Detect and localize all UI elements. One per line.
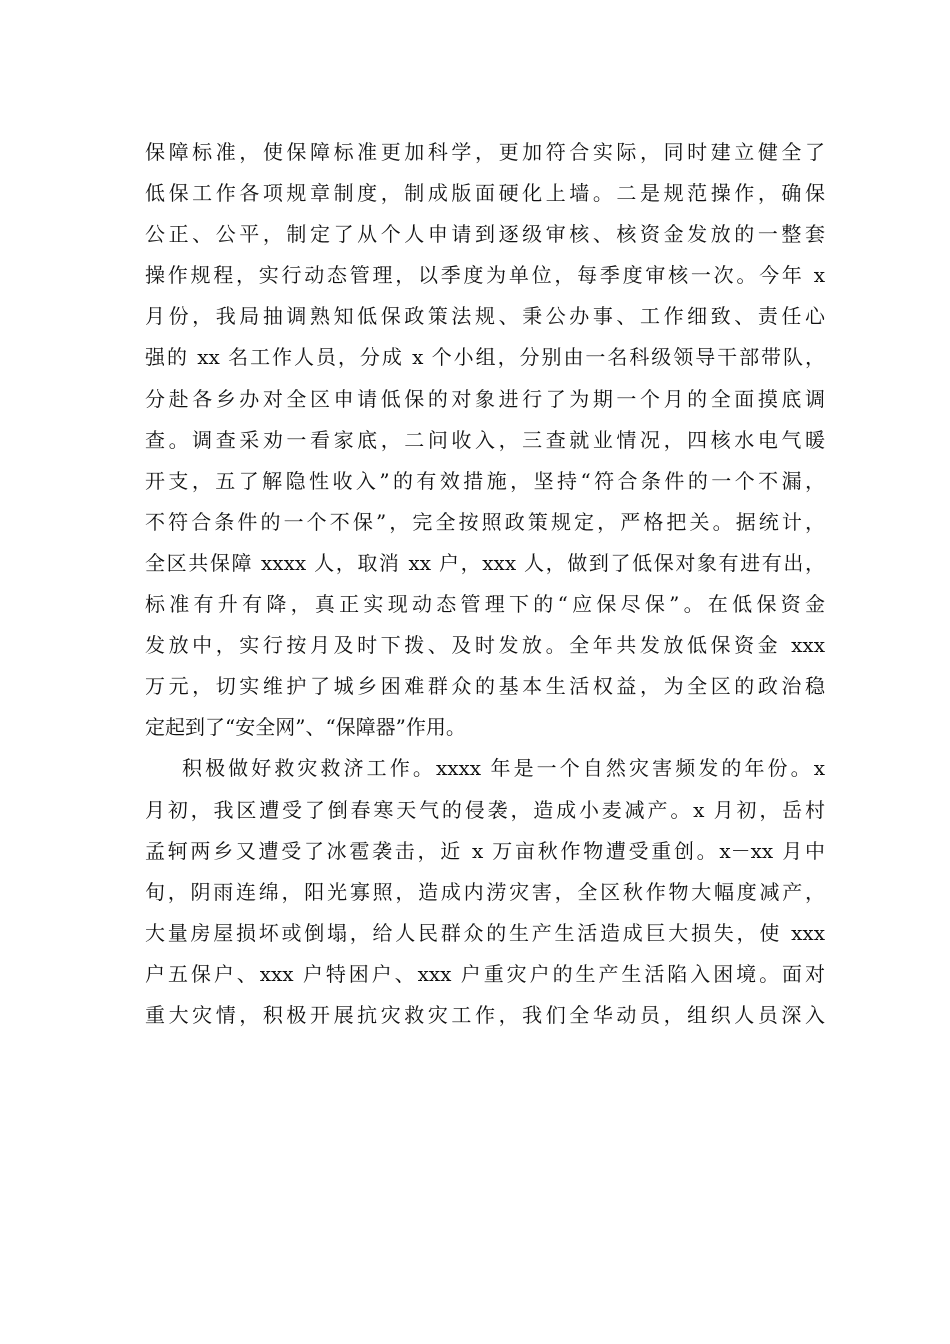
- paragraph-first-line: 积极做好救灾救济工作。xxxx 年是一个自然灾害频发的年份。x: [182, 756, 825, 781]
- text-line: 标准有升有降，真正实现动态管理下的“应保尽保”。在低保资金: [145, 592, 825, 617]
- document-body: [145, 132, 825, 1036]
- text-line: 旬，阴雨连绵，阳光寡照，造成内涝灾害，全区秋作物大幅度减产，: [145, 879, 825, 904]
- text-line: 不符合条件的一个不保”，完全按照政策规定，严格把关。据统计，: [145, 509, 825, 534]
- text-line: 查。调查采劝一看家底，二问收入，三查就业情况，四核水电气暖: [145, 427, 825, 452]
- text-line: 重大灾情，积极开展抗灾救灾工作，我们全华动员，组织人员深入: [145, 1002, 825, 1027]
- text-line: 大量房屋损坏或倒塌，给人民群众的生产生活造成巨大损失，使 xxx: [145, 920, 825, 945]
- paragraph-end-line: 定起到了“安全网”、“保障器”作用。: [145, 715, 466, 740]
- text-line: 保障标准，使保障标准更加科学，更加符合实际，同时建立健全了: [145, 140, 825, 164]
- text-line: 全区共保障 xxxx 人，取消 xx 户，xxx 人，做到了低保对象有进有出，: [145, 550, 825, 575]
- text-line: 万元，切实维护了城乡困难群众的基本生活权益，为全区的政治稳: [145, 674, 825, 699]
- text-line: 公正、公平，制定了从个人申请到逐级审核、核资金发放的一整套: [145, 222, 825, 247]
- text-line: 操作规程，实行动态管理，以季度为单位，每季度审核一次。今年 x: [145, 263, 825, 288]
- text-line: 开支，五了解隐性收入”的有效措施，坚持“符合条件的一个不漏，: [145, 468, 825, 493]
- text-line: 低保工作各项规章制度，制成版面硬化上墙。二是规范操作，确保: [145, 181, 825, 206]
- text-line: 强的 xx 名工作人员，分成 x 个小组，分别由一名科级领导干部带队，: [145, 345, 825, 370]
- text-line: 发放中，实行按月及时下拨、及时发放。全年共发放低保资金 xxx: [145, 633, 825, 658]
- text-line: 分赴各乡办对全区申请低保的对象进行了为期一个月的全面摸底调: [145, 386, 825, 411]
- text-line: 月初，我区遭受了倒春寒天气的侵袭，造成小麦减产。x 月初，岳村: [145, 797, 825, 822]
- text-line: 孟轲两乡又遭受了冰雹袭击，近 x 万亩秋作物遭受重创。x－xx 月中: [145, 838, 825, 863]
- text-line: 户五保户、xxx 户特困户、xxx 户重灾户的生产生活陷入困境。面对: [145, 961, 825, 986]
- text-line: 月份，我局抽调熟知低保政策法规、秉公办事、工作细致、责任心: [145, 304, 825, 329]
